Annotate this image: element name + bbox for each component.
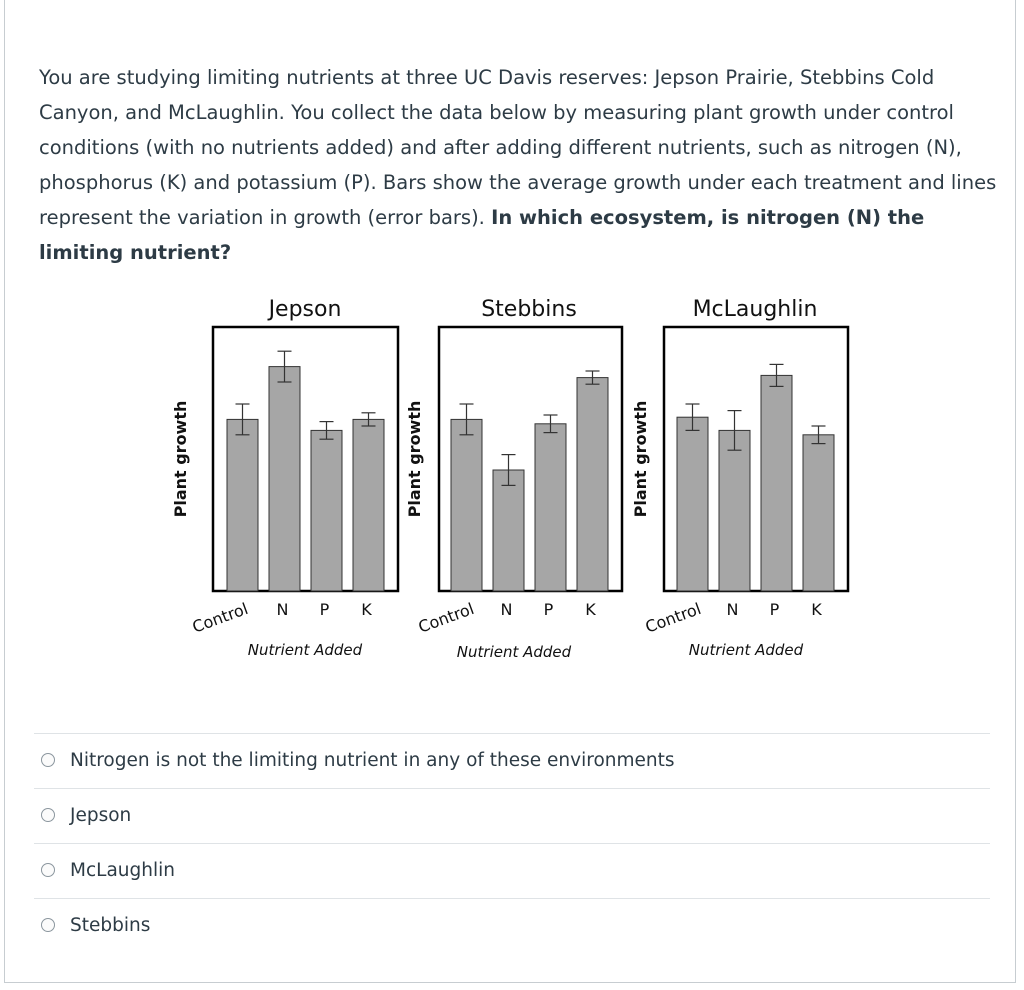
- tick-label-p: P: [769, 600, 780, 619]
- bar-n: [493, 470, 524, 591]
- charts-figure: [0, 285, 1024, 685]
- question-body: You are studying limiting nutrients at three UC Davis reserves: Jepson Prairie, Stebbins Cold Canyon, and McLaughlin. You collect the data below by measuring plant growth under control conditions (with no nutrients added) and after adding different nutrients, such as nitrogen (N), phosphorus (K) and potassium (P). Bars show the average growth under each treatment and lines represent the variation in growth (error bars).: [39, 66, 997, 229]
- question-text: [39, 60, 999, 270]
- tick-label-n: N: [276, 600, 289, 619]
- tick-label-k: K: [361, 600, 372, 619]
- radio-button[interactable]: [41, 863, 55, 877]
- tick-label-k: K: [585, 600, 596, 619]
- radio-button[interactable]: [41, 808, 55, 822]
- answer-option[interactable]: [34, 843, 990, 898]
- answer-label: Jepson: [70, 805, 132, 826]
- tick-label-control: Control: [189, 599, 251, 637]
- x-axis-label: Nutrient Added: [688, 641, 804, 659]
- tick-label-n: N: [726, 600, 739, 619]
- x-axis-label: Nutrient Added: [456, 643, 572, 661]
- bar-n: [269, 367, 300, 591]
- bar-k: [803, 435, 834, 591]
- answer-label: Nitrogen is not the limiting nutrient in any of these environments: [70, 750, 675, 771]
- tick-label-p: P: [319, 600, 330, 619]
- question-emphasis: In which ecosystem, is nitrogen (N) the limiting nutrient?: [39, 206, 925, 264]
- answer-label: McLaughlin: [70, 860, 175, 881]
- answer-option[interactable]: [34, 733, 990, 788]
- x-axis-label: Nutrient Added: [247, 641, 363, 659]
- chart-title: Stebbins: [481, 297, 577, 322]
- bar-p: [535, 424, 566, 591]
- answer-option[interactable]: [34, 788, 990, 843]
- bar-p: [311, 430, 342, 591]
- radio-button[interactable]: [41, 753, 55, 767]
- answer-list: [34, 733, 990, 953]
- tick-label-k: K: [811, 600, 822, 619]
- chart-title: Jepson: [268, 297, 342, 322]
- bar-control: [227, 419, 258, 591]
- bar-charts: [0, 285, 1024, 685]
- y-axis-label: Plant growth: [171, 400, 190, 518]
- y-axis-label: Plant growth: [405, 400, 424, 518]
- tick-label-control: Control: [415, 599, 477, 637]
- tick-label-n: N: [500, 600, 513, 619]
- answer-option[interactable]: [34, 898, 990, 953]
- bar-p: [761, 375, 792, 591]
- bar-control: [677, 417, 708, 591]
- tick-label-p: P: [543, 600, 554, 619]
- bar-control: [451, 419, 482, 591]
- chart-title: McLaughlin: [692, 297, 818, 322]
- bar-k: [353, 419, 384, 591]
- tick-label-control: Control: [642, 599, 704, 637]
- y-axis-label: Plant growth: [631, 400, 650, 518]
- answer-label: Stebbins: [70, 915, 151, 936]
- bar-n: [719, 430, 750, 591]
- radio-button[interactable]: [41, 918, 55, 932]
- bar-k: [577, 378, 608, 591]
